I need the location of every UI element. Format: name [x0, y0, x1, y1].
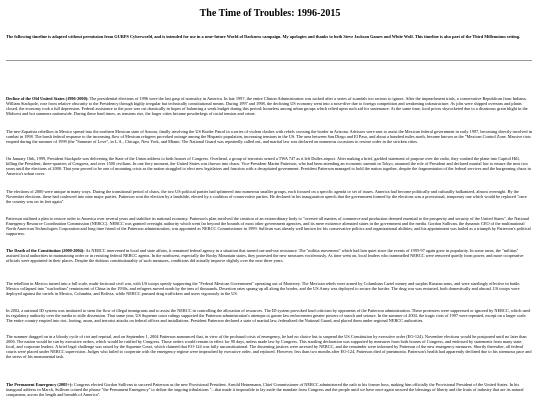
section-heading-decline: Decline of the Old United States (1996-2000):: [6, 96, 89, 101]
paragraph-permanent-emergency: [6, 382, 532, 397]
paragraph-mexico-war: The rebellion in Mexico turned into a full scale, multi-factional civil war, with US troops openly supporting the "Federal Mexican Government" operating out of Monterey. The Mexican rebels were armed by Columbian Cartel money and surplus Russian arms, and were startlingly effective in battle. Mexico collapsed into "warlordism" reminiscent of China in the 1930s, and refugees moved north by the tens of thousands. Desertion rates sprang up all along the border, and the US Army was deployed to secure the border. The drug war was restarted, both domestically and abroad. US troops were deployed against the cartels in Mexico, Columbia, and Bolivia, while NERCC pursued drug traffickers and users vigorously in the US.: [6, 281, 521, 297]
divider: [6, 60, 532, 61]
paragraph-eo-124: The summer dragged on in a bloody cycle of riot and reprisal, and on September 1, 2004 Patterson announced that, in view of the profound crisis of emergency, he had no choice but to suspend the US Constitution by executive order (EO-124). November elections would be postponed until no later than 2006. The nation would be run by executive orders, which would be ratified by Congress. Those orders would remain in effect for 90 days, unless made law by Congress. This startling declaration was supported by measures from both houses of Congress, and endorsed by statements from many state, local, and corporate leaders. A brief legal challenge was raised by the Supreme Court, which claimed that EO-124 was fully unconstitutional. The dissenting justices were arrested by NERCC, and the remainder were informed by Patterson of the new emergency measures. Shortly thereafter, all federal courts were placed under NERCC supervision. Judges who failed to cooperate with the emergency regime were impeached by executive order, and replaced. However, less than two months after EO-124, Patterson died of pneumonia. Patterson's health had apparently declined due to his strenuous pace and the stress of his monumental task.: [6, 334, 532, 360]
paragraph-capitol-attack: On January 16th, 1999, President Stackpole was delivering the State of the Union address to both houses of Congress. Overhead, a group of terrorists seized a TWA 747 as it left Dulles airport. After making a brief, garbled statement of purpose over the radio, they crashed the plane into Capitol Hill, killing the President, three-quarters of Congress, and over 1500 civilians. In one fiery moment, the United States was thrown into chaos. Vice-President Martin Patterson, who had been attending an economic summit in Tokyo, assumed the role of President and declared martial law to ensure the next two years until the elections of 2000. That year proved to be one of mounting crisis as the nation struggled to elect new legislators and function with a decapitated government. President Patterson managed to hold the nation together, despite the fragmentation of the federal services and the burgeoning chaos in America's urban cores.: [6, 156, 531, 177]
page-title: The Time of Troubles: 1996-2015: [199, 8, 341, 19]
paragraph-decline: [6, 96, 532, 116]
paragraph-death-constitution: [6, 248, 532, 263]
paragraph-death-constitution-text: As NERCC intervened in local and state affairs, it remained federal agency in a situation that turned out-and-out resistance. The "militia movement" which had lain quiet since the events of 1995-97 again grew in popularity. In some areas, the "militias" assisted local authorities in maintaining order or in resisting federal NERCC agents. In the northwest, especially the Rocky Mountain states, they protested the new measures vociferously. As time went on, local leaders who trammelled NERCC were removed quietly from power, and more cooperative officials were appointed in their places. Despite the dubious constitutionality of such measures, conditions did actually improve slightly over the next three years.: [6, 248, 524, 264]
paragraph-permanent-emergency-text: Congress elected Gordon Sullivan to succeed Patterson as the new Provisional President. Arnold Heinemann, Chief Commissioner of NERCC administered the oath to his former boss, making him officially the Provisional President of the United States. In his inaugural address in March, Sullivan coined the phrase "the Permanent Emergency" to define the ongoing tribulations "...that made it impossible to lay aside the mandate from Congress and the people until we have once again secured the blessings of liberty and the fruits of industry that are its natural companion, across the length and breadth of America".: [6, 382, 524, 398]
section-heading-death-constitution: The Death of the Constitution (2000-2004):: [6, 248, 85, 253]
intro-paragraph: The following timeline is adapted without permission from GURPS Cyberworld, and is intended for use in a near-future World of Darkness campaign. My apologies and thanks to both Steve Jackson Games and White Wolf. This timeline is also part of the Third Millennium setting.: [6, 34, 521, 39]
paragraph-national-id: In 2002, a national ID system was instituted to stem the flow of illegal immigrants and to assist the NERCC in controlling the allocation of resources. The ID system provoked loud criticism by opponents of the Patterson administration. These protesters were suppressed or ignored by NERCC, which used its regulatory authority over the media to stifle dissension. That same year, US Supreme court rulings supported the Patterson administration's attempts to garner law enforcement greater powers of search and seizure. In the summer of 2004, the tragic riots of 1997 were repeated, except on a larger scale. The entire country erupted into riot, looting, arson, and terrorist attacks on federal offices and installations. President Patterson declared a state of martial law, federalized the National Guard, and placed them under regional NERCC authorities.: [6, 308, 531, 324]
paragraph-decline-text: The presidential elections of 1996 were the last gasp of normalcy in America. In late 1997, the entire Clinton Administration was sacked after a series of scandals too serious to ignore. After the impeachment trials, a conservative Republican from Indiana, William Stackpole, rose from relative obscurity to the Presidency through highly irregular but technically constitutional means. During 1997 and 1998, the declining US economy went into a nose-dive due to foreign competition and weakening infrastructure. As jobs were shipped overseas and plants closed, the economy took a full depression. Federal assistance to the poor was cut drastically in hopes of balancing a weak budget during this period; homeless among urban groups which relied upon such aid for sustenance. At the same time, food prices skyrocketed due to a disastrous grain blight in the Midwest and hot summers nationwide. During these hard times, as tensions rise, the larger cities became powderkegs of racial tension and crime.: [6, 96, 528, 117]
paragraph-nercc: Patterson outlined a plan to restore order to America over several years and stabilize its national economy. Patterson's plan involved the creation of an extraordinary body to "oversee all matters of commerce and production deemed essential to the prosperity and security of the United States", the National Emergency Resource Coordination Commission (NERCC). NERCC was granted oversight authority which went far beyond the bounds of most other government agencies, and its mere existence alienated states in the government and the media. Gordon Sullivan, the dynamic CEO of the multinational North American Technologies Corporation and long time friend of the Patterson administration, was appointed as NERCC Commissioner in 1999. Sullivan was already well known for his conservative politics and organizational abilities, and his appointment was hailed as a triumph by Patterson's political supporters.: [6, 216, 531, 237]
paragraph-mexico: The neo-Zapatista rebellion in Mexico spread into the northern Mexican state of Sonora, finally involving the US Border Patrol in a series of violent clashes with rebels crossing the border in Arizona. Advisors were sent to assist the Mexican federal government in early 1997, becoming directly involved in combat in 1998. The harsh federal response to the increasing flow of Mexican refugees provoked outrage among the Hispanic population, increasing tensions in the US. The area between San Diego and El Paso, and about a hundred miles north, became known as the "Mexican Control Zone. Massive riots erupted during the summer of 1999 (the "Summer of Love", in L.A., Chicago, New York, and Miami. The National Guard was repeatedly called out, and martial law was declared on numerous occasions to restore order in the stricken cities.: [6, 129, 532, 145]
paragraph-elections-2000: The elections of 2000 were unique in many ways. During the transitional period of chaos, the two US political parties had splintered into numerous smaller groups, each focused on a specific agenda or set of issues. America had become politically and culturally balkanized, almost overnight. By the November elections, these had coalesced into nine major parties. Patterson won the election by a landslide, elected by a coalition of conservative parties. He declared in his inauguration speech that the government formed by the elections was a provisional, temporary one which would be replaced "once the country was on its feet again".: [6, 189, 527, 205]
section-heading-permanent-emergency: The Permanent Emergency (2005+):: [6, 382, 73, 387]
